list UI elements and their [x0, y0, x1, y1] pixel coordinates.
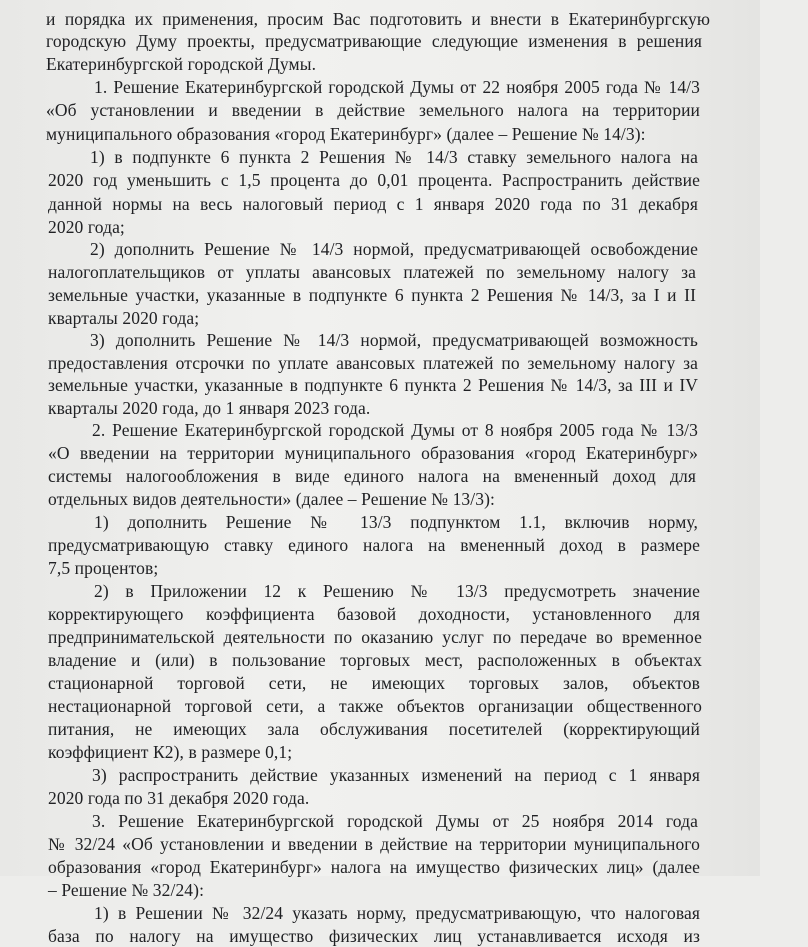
text-line: предусматривающую ставку единого налога на вмененный доход в размере [48, 535, 700, 555]
text-line: данной нормы на весь налоговый период с 1 января 2020 года по 31 декабря [48, 194, 698, 214]
text-line: Екатеринбургской городской Думы. [46, 54, 317, 74]
text-line: 2) в Приложении 12 к Решению № 13/3 предусмотреть значение [94, 581, 700, 601]
text-line: системы налогообложения в виде единого налога на вмененный доход для [48, 466, 696, 486]
text-line: 2020 года по 31 декабря 2020 года. [48, 788, 310, 808]
text-line: питания, не имеющих зала обслуживания посетителей (корректирующий [48, 719, 700, 739]
text-line: 3) распространить действие указанных изменений на период с 1 января [92, 765, 700, 785]
text-line: «О введении на территории муниципального образования «город Екатеринбург» [48, 443, 698, 463]
text-line: предпринимательской деятельности по оказанию услуг по передаче во временное [48, 627, 702, 647]
text-line: 2. Решение Екатеринбургской городской Думы от 8 ноября 2005 года № 13/3 [92, 420, 698, 440]
text-line: 3. Решение Екатеринбургской городской Думы от 25 ноября 2014 года [92, 811, 698, 831]
text-line: «Об установлении и введении в действие земельного налога на территории [46, 100, 700, 120]
text-line: и порядка их применения, просим Вас подготовить и внести в Екатеринбургскую [46, 9, 710, 29]
text-line: кварталы 2020 года, до 1 января 2023 года. [48, 398, 371, 418]
text-line: коэффициент К2), в размере 0,1; [48, 742, 293, 762]
text-line: образования «город Екатеринбург» налога на имущество физических лиц» (далее [48, 857, 700, 877]
text-line: 2) дополнить Решение № 14/3 нормой, предусматривающей освобождение [90, 239, 698, 259]
text-line: муниципального образования «город Екатеринбург» (далее – Решение № 14/3): [46, 124, 646, 144]
text-line: земельные участки, указанные в подпункте 6 пункта 2 Решения № 14/3, за I и II [48, 285, 696, 305]
text-line: налогоплательщиков от уплаты авансовых платежей по земельному налогу за [48, 262, 696, 282]
text-line: владение и (или) в пользование торговых мест, расположенных в объектах [48, 650, 702, 670]
text-line: № 32/24 «Об установлении и введении в действие на территории муниципального [48, 834, 700, 854]
text-line: база по налогу на имущество физических лиц устанавливается исходя из [48, 926, 700, 946]
text-line: 1) в подпункте 6 пункта 2 Решения № 14/3 ставку земельного налога на [90, 147, 698, 167]
text-line: 2020 года; [48, 217, 125, 237]
text-line: 2020 год уменьшить с 1,5 процента до 0,01 процента. Распространить действие [48, 170, 700, 190]
text-line: городскую Думу проекты, предусматривающие следующие изменения в решения [46, 31, 702, 51]
text-line: корректирующего коэффициента базовой доходности, установленного для [48, 604, 700, 624]
text-line: 1) дополнить Решение № 13/3 подпунктом 1.1, включив норму, [94, 512, 698, 532]
text-line: предоставления отсрочки по уплате авансовых платежей по земельному налогу за [48, 353, 698, 373]
text-line: – Решение № 32/24): [48, 880, 205, 900]
text-line: стационарной торговой сети, не имеющих торговых залов, объектов [48, 673, 700, 693]
text-line: земельные участки, указанные в подпункте 6 пункта 2 Решения № 14/3, за III и IV [48, 375, 698, 395]
text-line: отдельных видов деятельности» (далее – Решение № 13/3): [48, 489, 495, 509]
text-line: 3) дополнить Решение № 14/3 нормой, предусматривающей возможность [90, 330, 698, 350]
text-line: кварталы 2020 года; [48, 308, 200, 328]
text-line: нестационарной торговой сети, а также объектов организации общественного [48, 696, 702, 716]
text-line: 1. Решение Екатеринбургской городской Думы от 22 ноября 2005 года № 14/3 [94, 77, 700, 97]
text-line: 7,5 процентов; [48, 558, 159, 578]
text-line: 1) в Решении № 32/24 указать норму, предусматривающую, что налоговая [94, 903, 700, 923]
